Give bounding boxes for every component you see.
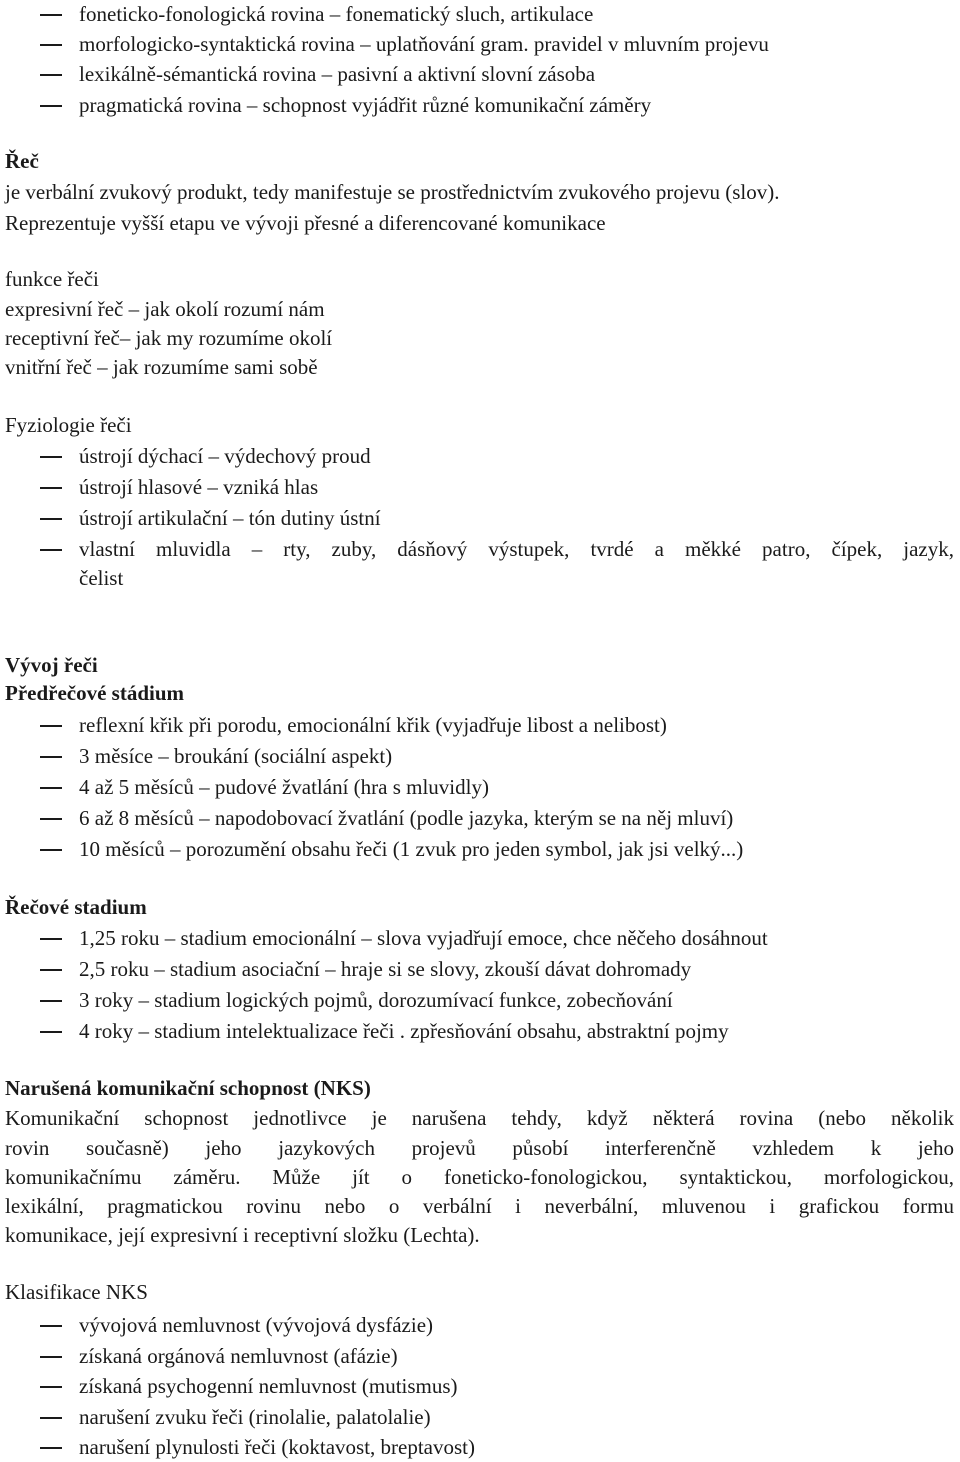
list-item: lexikálně-sémantická rovina – pasivní a aktivní slovní zásoba: [5, 59, 954, 89]
paragraph-line: vnitřní řeč – jak rozumíme sami sobě: [5, 355, 318, 379]
list-item: vývojová nemluvnost (vývojová dysfázie): [5, 1310, 954, 1340]
dash-bullet: [40, 74, 62, 76]
list-item: 1,25 roku – stadium emocionální – slova vyjadřují emoce, chce něčeho dosáhnout: [5, 923, 954, 953]
dash-bullet: [40, 787, 62, 789]
dash-bullet: [40, 518, 62, 520]
section-heading-fyziologie: Fyziologie řeči: [5, 413, 132, 437]
list-item: 6 až 8 měsíců – napodobovací žvatlání (podle jazyka, kterým se na něj mluví): [5, 803, 954, 833]
dash-bullet: [40, 1000, 62, 1002]
section-heading-funkce: funkce řeči: [5, 267, 99, 291]
dash-bullet: [40, 44, 62, 46]
paragraph-line: rovin současně) jeho jazykových projevů působí interferenčně vzhledem k jeho: [5, 1136, 954, 1160]
dash-bullet: [40, 938, 62, 940]
list-item: ústrojí hlasové – vzniká hlas: [5, 472, 954, 502]
list-item: morfologicko-syntaktická rovina – uplatňování gram. pravidel v mluvním projevu: [5, 29, 954, 59]
paragraph-line: lexikální, pragmatickou rovinu nebo o verbální i neverbální, mluvenou i grafickou formu: [5, 1194, 954, 1218]
list-item-continuation: čelist: [79, 566, 124, 590]
dash-bullet: [40, 549, 62, 551]
list-item: 4 roky – stadium intelektualizace řeči . zpřesňování obsahu, abstraktní pojmy: [5, 1016, 954, 1046]
paragraph-line: receptivní řeč– jak my rozumíme okolí: [5, 326, 333, 350]
paragraph-line: komunikačnímu záměru. Může jít o foneticko-fonologickou, syntaktickou, morfologickou,: [5, 1165, 954, 1189]
paragraph-line: je verbální zvukový produkt, tedy manifestuje se prostřednictvím zvukového projevu (slov).: [5, 180, 780, 204]
list-item: 3 roky – stadium logických pojmů, dorozumívací funkce, zobecňování: [5, 985, 954, 1015]
list-item: 3 měsíce – broukání (sociální aspekt): [5, 741, 954, 771]
dash-bullet: [40, 1325, 62, 1327]
list-item: získaná orgánová nemluvnost (afázie): [5, 1341, 954, 1371]
list-item: foneticko-fonologická rovina – fonematický sluch, artikulace: [5, 0, 954, 29]
dash-bullet: [40, 105, 62, 107]
dash-bullet: [40, 1447, 62, 1449]
list-item: vlastní mluvidla – rty, zuby, dásňový výstupek, tvrdé a měkké patro, čípek, jazyk,: [5, 534, 954, 564]
subsection-heading-predrecove: Předřečové stádium: [5, 681, 185, 705]
dash-bullet: [40, 849, 62, 851]
dash-bullet: [40, 725, 62, 727]
list-item: 4 až 5 měsíců – pudové žvatlání (hra s mluvidly): [5, 772, 954, 802]
dash-bullet: [40, 818, 62, 820]
list-item: reflexní křik při porodu, emocionální křik (vyjadřuje libost a nelibost): [5, 710, 954, 740]
list-item: pragmatická rovina – schopnost vyjádřit různé komunikační záměry: [5, 90, 954, 120]
paragraph-line: Reprezentuje vyšší etapu ve vývoji přesné a diferencované komunikace: [5, 211, 606, 235]
section-heading-vyvoj: Vývoj řeči: [5, 653, 98, 677]
paragraph-line: komunikace, její expresivní i receptivní složku (Lechta).: [5, 1223, 480, 1247]
list-item: narušení plynulosti řeči (koktavost, breptavost): [5, 1432, 954, 1462]
paragraph-line: Komunikační schopnost jednotlivce je narušena tehdy, když některá rovina (nebo několik: [5, 1106, 954, 1130]
list-item: ústrojí dýchací – výdechový proud: [5, 441, 954, 471]
subsection-heading-recove: Řečové stadium: [5, 895, 147, 919]
dash-bullet: [40, 1356, 62, 1358]
dash-bullet: [40, 1386, 62, 1388]
dash-bullet: [40, 1031, 62, 1033]
list-item: získaná psychogenní nemluvnost (mutismus): [5, 1371, 954, 1401]
section-heading-klasifikace: Klasifikace NKS: [5, 1280, 148, 1304]
section-heading-rec: Řeč: [5, 149, 39, 173]
list-item: narušení zvuku řeči (rinolalie, palatolalie): [5, 1402, 954, 1432]
dash-bullet: [40, 487, 62, 489]
dash-bullet: [40, 456, 62, 458]
dash-bullet: [40, 756, 62, 758]
dash-bullet: [40, 1417, 62, 1419]
section-heading-nks: Narušená komunikační schopnost (NKS): [5, 1076, 371, 1100]
paragraph-line: expresivní řeč – jak okolí rozumí nám: [5, 297, 325, 321]
dash-bullet: [40, 14, 62, 16]
list-item: 10 měsíců – porozumění obsahu řeči (1 zvuk pro jeden symbol, jak jsi velký...): [5, 834, 954, 864]
list-item: 2,5 roku – stadium asociační – hraje si se slovy, zkouší dávat dohromady: [5, 954, 954, 984]
dash-bullet: [40, 969, 62, 971]
list-item: ústrojí artikulační – tón dutiny ústní: [5, 503, 954, 533]
